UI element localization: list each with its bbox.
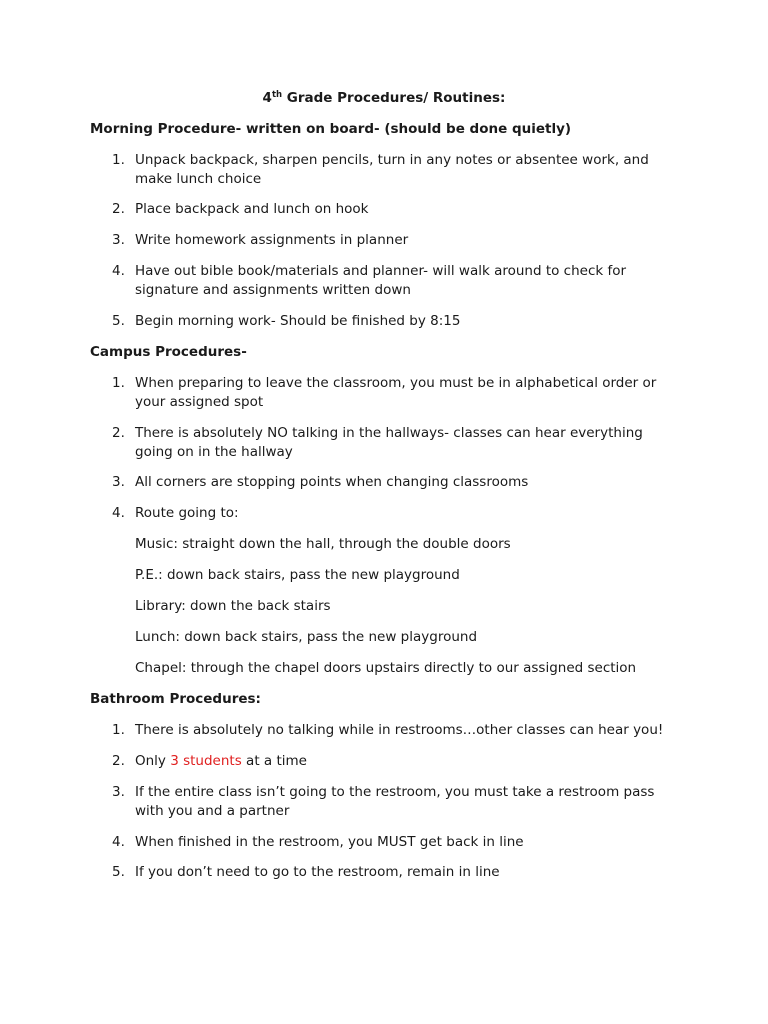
- campus-procedures-heading: Campus Procedures-: [90, 344, 247, 360]
- route-chapel: Chapel: through the chapel doors upstairs directly to our assigned section: [135, 660, 637, 676]
- list-item: 4. Have out bible book/materials and planner- will walk around to check for signature and assignments written down: [112, 263, 627, 298]
- list-item: 2. Place backpack and lunch on hook: [112, 201, 369, 217]
- route-music: Music: straight down the hall, through the double doors: [135, 536, 511, 552]
- page-title: 4th Grade Procedures/ Routines:: [262, 90, 506, 106]
- list-item: 1. When preparing to leave the classroom, you must be in alphabetical order or your assigned spot: [112, 375, 657, 410]
- highlighted-text: 3 students: [170, 753, 242, 769]
- bathroom-procedures-heading: Bathroom Procedures:: [90, 691, 261, 707]
- list-item: 3. All corners are stopping points when changing classrooms: [112, 474, 529, 490]
- route-lunch: Lunch: down back stairs, pass the new playground: [135, 629, 478, 645]
- list-item: 4. Route going to:: [112, 505, 239, 521]
- list-item: 1. Unpack backpack, sharpen pencils, turn in any notes or absentee work, and make lunch choice: [112, 152, 649, 187]
- list-item: 3. If the entire class isn’t going to the restroom, you must take a restroom pass with you and a partner: [112, 784, 655, 819]
- list-item: 5. If you don’t need to go to the restroom, remain in line: [112, 864, 500, 880]
- list-item: 2. There is absolutely NO talking in the hallways- classes can hear everything going on in the hallway: [112, 425, 643, 460]
- morning-procedure-heading: Morning Procedure- written on board- (should be done quietly): [90, 121, 572, 137]
- route-pe: P.E.: down back stairs, pass the new playground: [135, 567, 460, 583]
- list-item: 2. Only 3 students at a time: [112, 753, 307, 769]
- list-item: 4. When finished in the restroom, you MUST get back in line: [112, 834, 524, 850]
- route-library: Library: down the back stairs: [135, 598, 331, 614]
- list-item: 5. Begin morning work- Should be finished by 8:15: [112, 313, 461, 329]
- list-item: 1. There is absolutely no talking while in restrooms…other classes can hear you!: [112, 722, 664, 738]
- list-item: 3. Write homework assignments in planner: [112, 232, 409, 248]
